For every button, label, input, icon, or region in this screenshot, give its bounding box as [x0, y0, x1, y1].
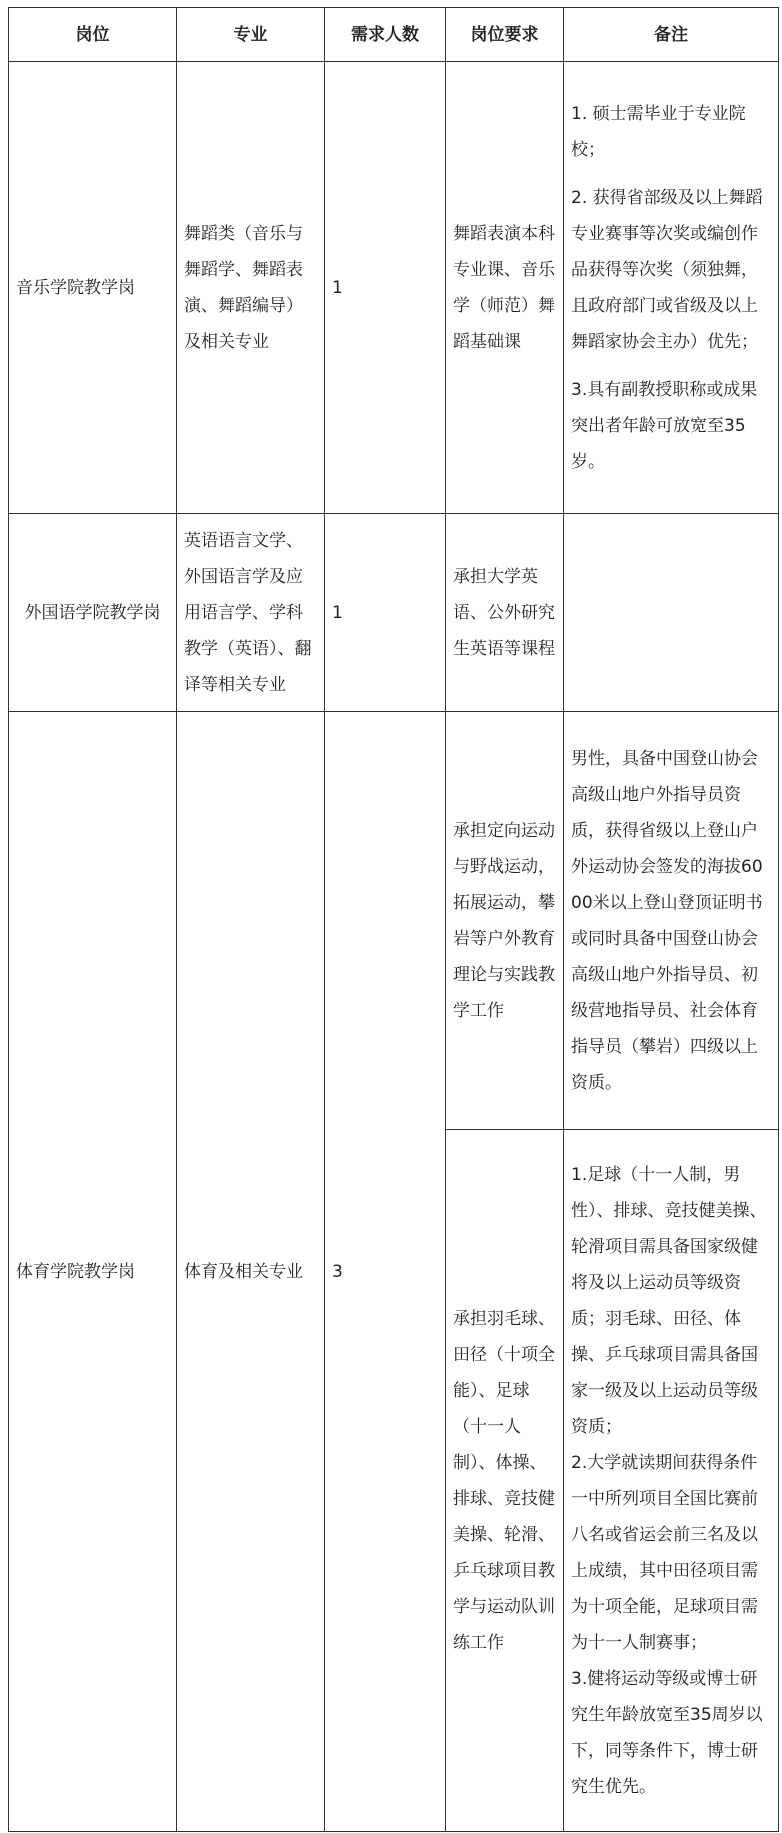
- notes-cell: [564, 1130, 779, 1832]
- recruitment-table: [8, 7, 779, 1832]
- major-cell: 舞蹈类（音乐与舞蹈学、舞蹈表演、舞蹈编导）及相关专业: [177, 62, 325, 514]
- note-item: 3.具有副教授职称或成果突出者年龄可放宽至35岁。: [571, 379, 758, 472]
- position-cell: 音乐学院教学岗: [9, 62, 177, 514]
- requirement-cell: 承担大学英语、公外研究生英语等课程: [446, 514, 564, 712]
- requirement-cell: 承担羽毛球、田径（十项全能）、足球（十一人制）、体操、排球、竞技健美操、轮滑、乒乓球项目教学与运动队训练工作: [446, 1130, 564, 1832]
- note-item: 1. 硕士需毕业于专业院校；: [571, 103, 746, 160]
- major-cell: 英语语言文学、外国语言学及应用语言学、学科教学（英语）、翻译等相关专业: [177, 514, 325, 712]
- table-row-sports: [9, 712, 779, 1130]
- header-count: 需求人数: [325, 8, 446, 62]
- position-cell: 体育学院教学岗: [9, 712, 177, 1832]
- requirement-cell: 承担定向运动与野战运动，拓展运动，攀岩等户外教育理论与实践教学工作: [446, 712, 564, 1130]
- note-item: 2. 获得省部级及以上舞蹈专业赛事等次奖或编创作品获得等次奖（须独舞，且政府部门或省级及以上舞蹈家协会主办）优先；: [571, 187, 763, 352]
- header-requirement: 岗位要求: [446, 8, 564, 62]
- table-row-foreign: [9, 514, 779, 712]
- position-cell: 外国语学院教学岗: [9, 514, 177, 712]
- notes-cell: 男性，具备中国登山协会高级山地户外指导员资质，获得省级以上登山户外运动协会签发的海拔6000米以上登山登顶证明书或同时具备中国登山协会高级山地户外指导员、初级营地指导员、社会体育指导员（攀岩）四级以上资质。: [564, 712, 779, 1130]
- note-item: 2.大学就读期间获得条件一中所列项目全国比赛前八名或省运会前三名及以上成绩，其中田径项目需为十项全能，足球项目需为十一人制赛事；: [571, 1452, 758, 1653]
- major-cell: 体育及相关专业: [177, 712, 325, 1832]
- notes-cell: [564, 514, 779, 712]
- notes-cell: [564, 62, 779, 514]
- note-item: 1.足球（十一人制，男性）、排球、竞技健美操、轮滑项目需具备国家级健将及以上运动员等级资质；羽毛球、田径、体操、乒乓球项目需具备国家一级及以上运动员等级资质；: [571, 1164, 767, 1437]
- header-notes: 备注: [564, 8, 779, 62]
- count-cell: 3: [325, 712, 446, 1832]
- count-cell: 1: [325, 62, 446, 514]
- header-position: 岗位: [9, 8, 177, 62]
- count-cell: 1: [325, 514, 446, 712]
- table-row-music: [9, 62, 779, 514]
- header-row: [9, 8, 779, 62]
- note-item: 3.健将运动等级或博士研究生年龄放宽至35周岁以下，同等条件下，博士研究生优先。: [571, 1668, 763, 1797]
- header-major: 专业: [177, 8, 325, 62]
- requirement-cell: 舞蹈表演本科专业课、音乐学（师范）舞蹈基础课: [446, 62, 564, 514]
